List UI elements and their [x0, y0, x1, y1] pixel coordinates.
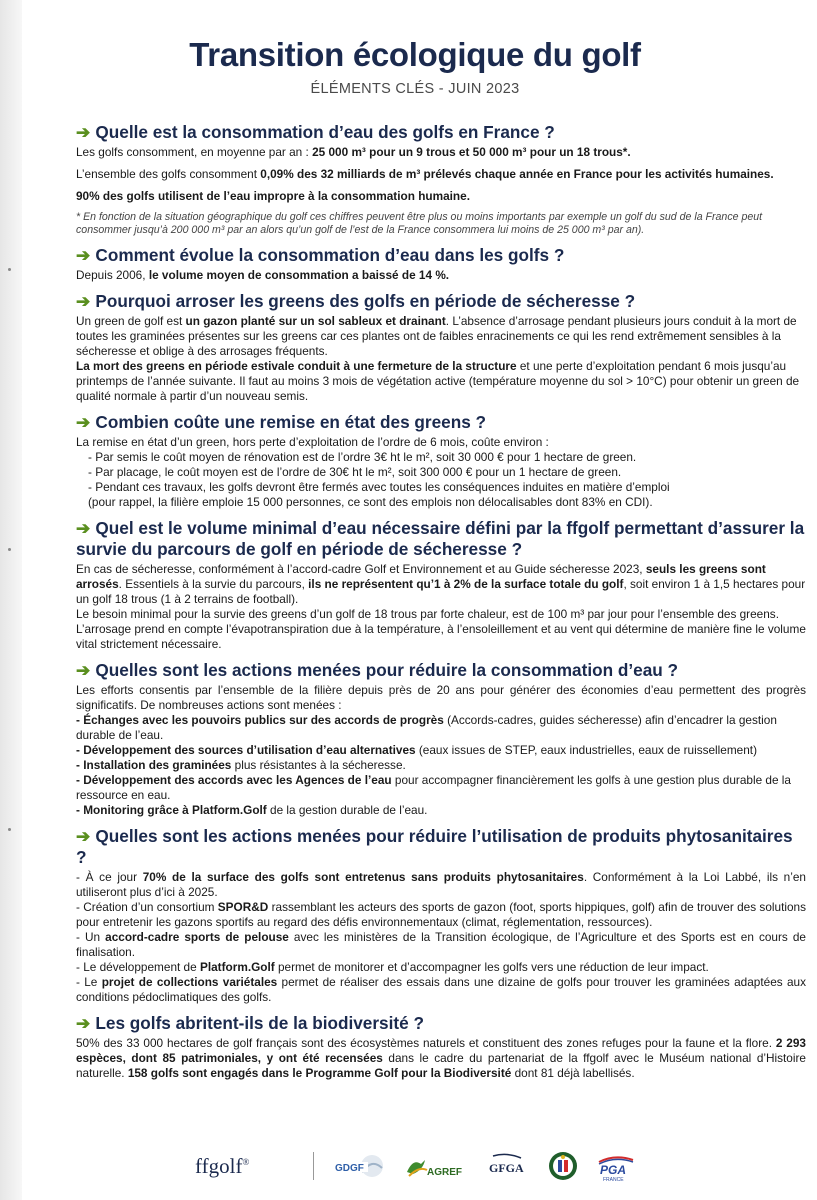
section-water-actions — [76, 660, 806, 818]
list-item: - Un accord-cadre sports de pelouse avec les ministères de la Transition écologique, de l’Agriculture et des Sports est en cours de finalisation. — [76, 930, 806, 959]
svg-text:GFGA: GFGA — [489, 1161, 524, 1175]
document-body — [76, 122, 806, 1089]
list-item: - Monitoring grâce à Platform.Golf de la gestion durable de l’eau. — [76, 803, 428, 817]
section-why-water-greens — [76, 291, 806, 404]
section-heading: ➔ Quelles sont les actions menées pour réduire la consommation d’eau ? — [76, 660, 679, 680]
section-consumption-trend — [76, 245, 806, 283]
binding-dot — [8, 268, 11, 271]
paragraph: La remise en état d’un green, hors perte d’exploitation de l’ordre de 6 mois, coûte environ : — [76, 435, 549, 449]
section-phyto-actions — [76, 826, 806, 1005]
ffgolf-logo: ffgolf® — [195, 1154, 250, 1178]
section-minimal-water-volume — [76, 518, 806, 652]
arrow-right-icon: ➔ — [76, 245, 91, 265]
list-item: - Installation des graminées plus résistantes à la sécheresse. — [76, 758, 406, 772]
list-item: - À ce jour 70% de la surface des golfs sont entretenus sans produits phytosanitaires. Conformément à la Loi Labbé, ils n’en utiliseront plus d’ici à 2025. — [76, 870, 806, 899]
list-item: - Le projet de collections variétales permet de réaliser des essais dans une dizaine de golfs pour trouver les graminées adaptées aux conditions pédoclimatiques des golfs. — [76, 975, 806, 1004]
list-item: - Création d’un consortium SPOR&D rassemblant les acteurs des sports de gazon (foot, sports hippiques, golf) afin de trouver des solutions pour entretenir les gazons sportifs au regard des défis environnementaux (climat, réglementation, ressources). — [76, 900, 806, 929]
paragraph: 90% des golfs utilisent de l’eau impropre à la consommation humaine. — [76, 189, 470, 203]
section-heading: ➔ Quel est le volume minimal d’eau nécessaire défini par la ffgolf permettant d’assurer la survie du parcours de golf en période de sécheresse ? — [76, 518, 805, 559]
section-heading: ➔ Quelles sont les actions menées pour réduire l’utilisation de produits phytosanitaires ? — [76, 826, 793, 867]
federation-crest-logo — [547, 1148, 579, 1184]
paragraph: Un green de golf est un gazon planté sur un sol sableux et drainant. L’absence d’arrosage pendant plusieurs jours conduit à la mort de toutes les graminées présentes sur les greens car ces plantes ont de faibles enracinements ce qui les rend extrêmement sensibles à la sécheresse et oblige à des arrosages fréquents. — [76, 314, 797, 358]
section-heading: ➔ Combien coûte une remise en état des greens ? — [76, 412, 487, 432]
footnote: * En fonction de la situation géographique du golf ces chiffres peuvent être plus ou moins importants par exemple un golf du sud de la France peut consommer jusqu’à 200 000 m³ par an alors qu’un golf de l’est de la France consommera lui moins de 25 000 m³ par an). — [76, 211, 763, 236]
section-heading: ➔ Quelle est la consommation d’eau des golfs en France ? — [76, 122, 555, 142]
paragraph: L’ensemble des golfs consomment 0,09% des 32 milliards de m³ prélevés chaque année en France pour les activités humaines. — [76, 167, 774, 181]
arrow-right-icon: ➔ — [76, 518, 91, 538]
paragraph: La mort des greens en période estivale conduit à une fermeture de la structure et une perte d’exploitation pendant 6 mois jusqu’au printemps de l’année suivante. Il faut au moins 3 mois de végétation active (température moyenne du sol > 10°C) pour obtenir un green de qualité normale à partir d’un nouveau semis. — [76, 359, 800, 403]
list-item: - Par placage, le coût moyen est de l’ordre de 30€ ht le m², soit 300 000 € pour un 1 hectare de green. — [88, 465, 622, 479]
svg-text:AGREF: AGREF — [427, 1167, 462, 1178]
svg-text:PGA: PGA — [600, 1163, 627, 1177]
list-item: - Le développement de Platform.Golf permet de monitorer et d’accompagner les golfs vers une réduction de leur impact. — [76, 960, 709, 974]
paragraph: 50% des 33 000 hectares de golf français sont des écosystèmes naturels et constituent des zones refuges pour la faune et la flore. 2 293 espèces, dont 85 patrimoniales, y ont été recensées dans le cadre du partenariat de la ffgolf avec le Muséum national d’Histoire naturelle. 158 golfs sont engagés dans le Programme Golf pour la Biodiversité dont 81 déjà labellisés. — [76, 1036, 806, 1080]
pga-france-logo — [595, 1152, 637, 1182]
paragraph: En cas de sécheresse, conformément à l’accord-cadre Golf et Environnement et au Guide sécheresse 2023, seuls les greens sont arrosés. Essentiels à la survie du parcours, ils ne représentent qu’1 à 2% de la surface totale du golf, soit environ 1 à 1,5 hectares pour un golf 18 trous (1 à 2 terrains de football). — [76, 562, 806, 606]
paragraph: Les efforts consentis par l’ensemble de la filière depuis près de 20 ans pour générer des économies d’eau permettent des progrès significatifs. De nombreuses actions sont menées : — [76, 683, 806, 712]
page-title: Transition écologique du golf — [189, 36, 641, 73]
svg-text:FRANCE: FRANCE — [603, 1177, 624, 1182]
arrow-right-icon: ➔ — [76, 412, 91, 432]
gdgf-logo — [332, 1150, 384, 1184]
section-heading: ➔ Les golfs abritent-ils de la biodiversité ? — [76, 1013, 424, 1033]
page-edge-shadow — [0, 0, 22, 1200]
binding-dot — [8, 828, 11, 831]
paragraph: Le besoin minimal pour la survie des greens d’un golf de 18 trous par forte chaleur, est de 100 m³ par jour pour l’ensemble des greens. L’arrosage prend en compte l’évapotranspiration due à la température, à l’ensoleillement et au vent qui détermine de manière fine le volume vital strictement nécessaire. — [76, 607, 806, 651]
list-item: - Par semis le coût moyen de rénovation est de l’ordre 3€ ht le m², soit 30 000 € pour 1 hectare de green. — [88, 450, 637, 464]
list-item: - Pendant ces travaux, les golfs devront être fermés avec toutes les conséquences induites en matière d’emploi — [88, 480, 670, 494]
list-item: (pour rappel, la filière emploie 15 000 personnes, ce sont des emplois non délocalisables dont 83% en CDI). — [88, 495, 653, 509]
paragraph: Depuis 2006, le volume moyen de consommation a baissé de 14 %. — [76, 268, 450, 282]
list-item: - Développement des accords avec les Agences de l’eau pour accompagner financièrement les golfs à une gestion plus durable de la ressource en eau. — [76, 773, 791, 802]
list-item: - Échanges avec les pouvoirs publics sur des accords de progrès (Accords-cadres, guides sécheresse) afin d’encadrer la gestion durable de l’eau. — [76, 713, 777, 742]
section-restoration-cost — [76, 412, 806, 510]
section-heading: ➔ Comment évolue la consommation d’eau dans les golfs ? — [76, 245, 565, 265]
svg-text:GDGF: GDGF — [335, 1163, 364, 1174]
arrow-right-icon: ➔ — [76, 291, 91, 311]
arrow-right-icon: ➔ — [76, 1013, 91, 1033]
arrow-right-icon: ➔ — [76, 122, 91, 142]
section-heading: ➔ Pourquoi arroser les greens des golfs en période de sécheresse ? — [76, 291, 636, 311]
gfga-logo — [487, 1152, 527, 1182]
section-biodiversity — [76, 1013, 806, 1081]
arrow-right-icon: ➔ — [76, 826, 91, 846]
arrow-right-icon: ➔ — [76, 660, 91, 680]
page-subtitle: ÉLÉMENTS CLÉS - JUIN 2023 — [310, 81, 520, 97]
partner-logos — [195, 1148, 635, 1188]
logo-divider — [313, 1152, 314, 1180]
list-item: - Développement des sources d’utilisation d’eau alternatives (eaux issues de STEP, eaux industrielles, eaux de ruissellement) — [76, 743, 758, 757]
agref-logo — [405, 1154, 467, 1180]
binding-dot — [8, 548, 11, 551]
section-water-consumption — [76, 122, 806, 237]
paragraph: Les golfs consomment, en moyenne par an : 25 000 m³ pour un 9 trous et 50 000 m³ pour un 18 trous*. — [76, 145, 631, 159]
